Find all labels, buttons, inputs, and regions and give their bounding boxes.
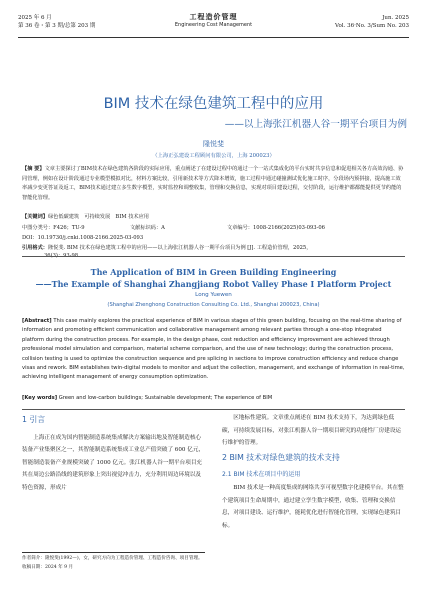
clc-code: 中图分类号：F426；TU-9 — [22, 225, 85, 231]
section-2-1-heading: 2.1 BIM 技术在项目中的运用 — [222, 471, 301, 479]
affiliation-cn: （上海正弘建设工程顾问有限公司，上海 200023） — [152, 153, 275, 159]
author-en: Long Yuewen — [195, 292, 232, 298]
document-code: 文献标识码：A — [130, 225, 165, 231]
section-2-1-paragraph: BIM 技术是一种高度集成的网络共享可视型数字化建模平台。其在整个建筑项目生命周期中，通过建立孪生数字模型，收集、管理和交换信息，对项目建设、运行维护，能耗优化进行智能化管理，实现绿色建筑目标。 — [222, 484, 404, 529]
classification-row — [22, 224, 325, 232]
title-en-line-2: ——The Example of Shanghai Zhangjiang Robot Valley Phase I Platform Project — [35, 279, 392, 289]
subtitle-cn: ——以上海张江机器人谷一期平台项目为例 — [224, 119, 407, 130]
header-right — [335, 14, 409, 30]
keywords-cn — [22, 213, 149, 221]
abstract-en-label: [Abstract] — [22, 318, 52, 324]
abstract-cn — [22, 165, 405, 203]
section-1-heading: 1 引言 — [22, 415, 46, 424]
abstract-cn-text: 文章主要探讨了BIM技术在绿色建筑各阶段的实际应用，重点阐述了在建设过程中的通过一个一站式集成化的平台实时共享信息和促进相关各方高效沟通、协同管理，例如在设计阶段通过专业模型模拟对比，材料方案比较，引用新技术等方式降本增效，施工过程中通过碰撞测试优化施工时序，分段场内预拼接，提高施工效率减少变更答证及返工，BIM技术通过建立多生数字模型，实时监控和调整收集，管理和交换信息，实现对项目建设过程，交付阶段，运行维护都都能提供更节约能的智能化管理。 — [22, 166, 404, 201]
footnote — [22, 552, 205, 572]
keywords-cn-label: 【关键词】 — [22, 214, 48, 220]
keywords-en-label: [Key words] — [22, 395, 58, 401]
divider-bottom — [22, 409, 405, 410]
section-2-heading: 2 BIM 技术对绿色建筑的技术支持 — [222, 452, 340, 462]
page-header — [18, 13, 409, 38]
header-date-en: Jun. 2025 — [382, 15, 409, 21]
divider-top — [22, 256, 405, 257]
column-left — [22, 412, 205, 495]
section-1-paragraph-continued: 区地标性建筑。文章重点阐述在 BIM 技术支持下，为达到绿色低碳，可持续发展目标，对张江机器人谷一期项目研究的功能性厂房建设运行维护的管理。 — [222, 415, 402, 447]
journal-name-en: Engineering Cost Management — [174, 22, 253, 28]
keywords-en-text: Green and low-carbon buildings; Sustainable development; The experience of BIM — [58, 395, 273, 401]
abstract-cn-label: 【摘 要】 — [22, 166, 45, 172]
footnote-author-info: 作者简介：隆悦斐(1992—)，女，研究方向为工程造价管理、工程造价咨询、项目管理。 — [22, 556, 203, 561]
journal-name-cn: 工程造价管理 — [189, 12, 238, 21]
section-1-paragraph: 上海正在成为国内智能制造系统集成解决方案输出地及智能制造核心装备产业集聚区之一，其智能制造系统集成工业总产值突破了 600 亿元，智能制造装备产业规模突破了 1000 亿元。张江机器人谷一期平台项目充其在周边公路沿线的建筑形象上突出视觉冲击力，充分利用周边环境以及特色资源，形成片 — [22, 434, 205, 491]
doi: DOI：10.19730/j.cnki.1008-2166.2025-03-093 — [22, 235, 144, 241]
header-issue-cn: 第 36 卷・第 3 期/总第 203 期 — [18, 23, 96, 29]
footnote-received-date: 收稿日期：2024 年 9 月 — [22, 564, 74, 570]
column-right — [222, 412, 405, 532]
author-cn: 隆悦斐 — [203, 140, 224, 148]
keywords-en — [22, 395, 405, 401]
title-cn: BIM 技术在绿色建筑工程中的应用 — [103, 96, 324, 112]
article-number: 文章编号：1008-2166(2025)03-093-06 — [227, 225, 325, 231]
header-issue-en: Vol. 36·No. 3/Sum No. 203 — [335, 23, 409, 29]
affiliation-en: (Shanghai Zhenghong Construction Consulting Co. Ltd., Shanghai 200023, China) — [107, 302, 320, 308]
citation-label: 引用格式： — [22, 245, 48, 251]
abstract-en — [22, 317, 405, 383]
abstract-en-text: This case mainly explores the practical experience of BIM in various stages of this green building, focusing on the real-time sharing of information and promoting efficient communication and collaborative management among relevant parties through a one-stop integrated platform during the construction process. For example, in the design phase, cost reduction and efficiency improvement are achieved through professional model simulation and comparison, material scheme comparison, and the use of new technology; during the construction process, collision testing is used to optimize the construction sequence and pre splicing in sections to improve construction efficiency and reduce change visas and rework. BIM establishes twin-digital models to monitor and adjust the collection, management, and exchange of information in real-time, achieving intelligent management of energy consumption optimization. — [22, 318, 405, 381]
title-en — [0, 266, 427, 290]
citation-line-2: 36(3)：93-98. — [44, 253, 80, 259]
header-date-cn: 2025 年 6 月 — [18, 15, 52, 21]
keywords-cn-text: 绿色低碳建筑 可持续发展 BIM 技术应用 — [47, 214, 149, 220]
title-en-line-1: The Application of BIM in Green Building Engineering — [90, 267, 337, 277]
citation — [22, 244, 311, 252]
citation-line-1: 隆悦斐. BIM 技术在绿色建筑工程中的应用——以上海张江机器人谷一期平台项目为例 [J]. 工程造价管理，2025， — [47, 245, 312, 251]
